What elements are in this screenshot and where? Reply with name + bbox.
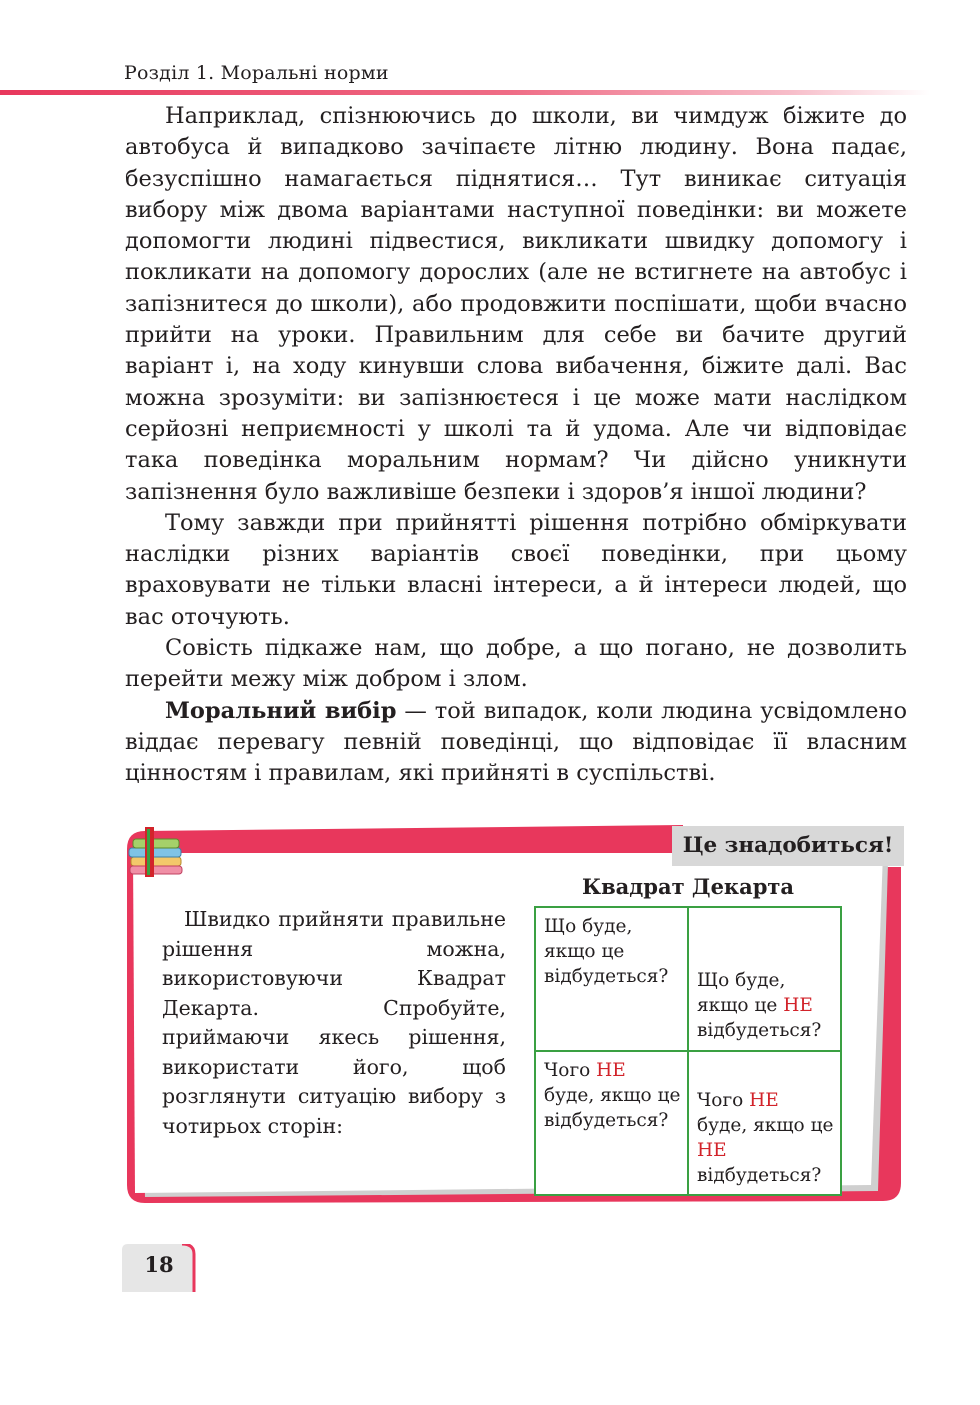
cell-4-ne-1: НЕ bbox=[749, 1090, 779, 1111]
cell-3-text: Чого bbox=[544, 1060, 597, 1081]
paragraph-2: Тому завжди при прийнятті рішення потрібно обміркувати наслідки різних варіантів своєї поведінки, при цьому враховувати не тільки власні інтереси, а й інтереси людей, що вас оточують. bbox=[125, 509, 907, 630]
cell-4-text: Чого bbox=[697, 1090, 750, 1111]
descartes-square-title: Квадрат Декарта bbox=[581, 874, 795, 899]
cell-1-text: Що буде, якщо це відбудеться? bbox=[544, 916, 669, 987]
books-icon bbox=[127, 827, 187, 879]
square-cell-3 bbox=[534, 1050, 689, 1196]
paragraph-4 bbox=[125, 696, 907, 790]
cell-4-mid: буде, якщо це bbox=[697, 1115, 834, 1136]
term-moral-choice: Моральний вибір bbox=[165, 697, 397, 724]
main-text bbox=[125, 101, 907, 790]
paragraph-1: Наприклад, спізнюючись до школи, ви чимдуж біжите до автобуса й випадково зачіпаєте літню людину. Вона падає, безуспішно намагається піднятися… Тут виникає ситуація вибору між двома варіантами наступної поведінки: ви можете допомогти людині підвестися, викликати швидку допомогу і покликати на допомогу дорослих (але не встигнете на автобус і запізнитеся до школи), або продовжити поспішати, щоби вчасно прийти на уроки. Правильним для себе ви бачите другий варіант і, на ходу кинувши слова вибачення, біжите далі. Вас можна зрозуміти: ви запізнюєтеся і це може мати наслідком серйозні неприємності у школі та й удома. Але чи відповідає така поведінка моральним нормам? Чи дійсно уникнути запізнення було важливіше безпеки і здоров’я іншої людини? bbox=[125, 103, 907, 505]
square-cell-1 bbox=[534, 906, 689, 1052]
cell-2-text: Що буде, якщо це bbox=[697, 970, 786, 1016]
square-cell-2 bbox=[687, 906, 842, 1052]
descartes-square bbox=[534, 906, 842, 1196]
section-header: Розділ 1. Моральні норми bbox=[124, 62, 389, 84]
tip-label: Це знадобиться! bbox=[672, 826, 904, 866]
cell-4-ne-2: НЕ bbox=[697, 1140, 727, 1161]
cell-3-ne: НЕ bbox=[596, 1060, 626, 1081]
square-cell-4 bbox=[687, 1050, 842, 1196]
infobox-paragraph: Швидко прийняти правильне рішення можна, використовуючи Квадрат Декарта. Спробуйте, приймаючи якесь рішення, використати його, щоб розглянути ситуацію вибору з чотирьох сторін: bbox=[162, 907, 506, 1138]
cell-3-end: буде, якщо це відбудеться? bbox=[544, 1085, 681, 1131]
header-divider bbox=[0, 90, 930, 95]
cell-2-ne: НЕ bbox=[783, 995, 813, 1016]
cell-4-end: відбудеться? bbox=[697, 1165, 822, 1186]
cell-2-end: відбудеться? bbox=[697, 1020, 822, 1041]
page-number: 18 bbox=[144, 1252, 174, 1277]
infobox-text bbox=[162, 905, 506, 1141]
definition-text: — той випадок, коли людина усвідомлено віддає перевагу певній поведінці, що відповідає її власним цінностям і правилам, які прийняті в суспільстві. bbox=[125, 697, 907, 787]
paragraph-3: Совість підкаже нам, що добре, а що погано, не дозволить перейти межу між добром і злом. bbox=[125, 635, 907, 693]
